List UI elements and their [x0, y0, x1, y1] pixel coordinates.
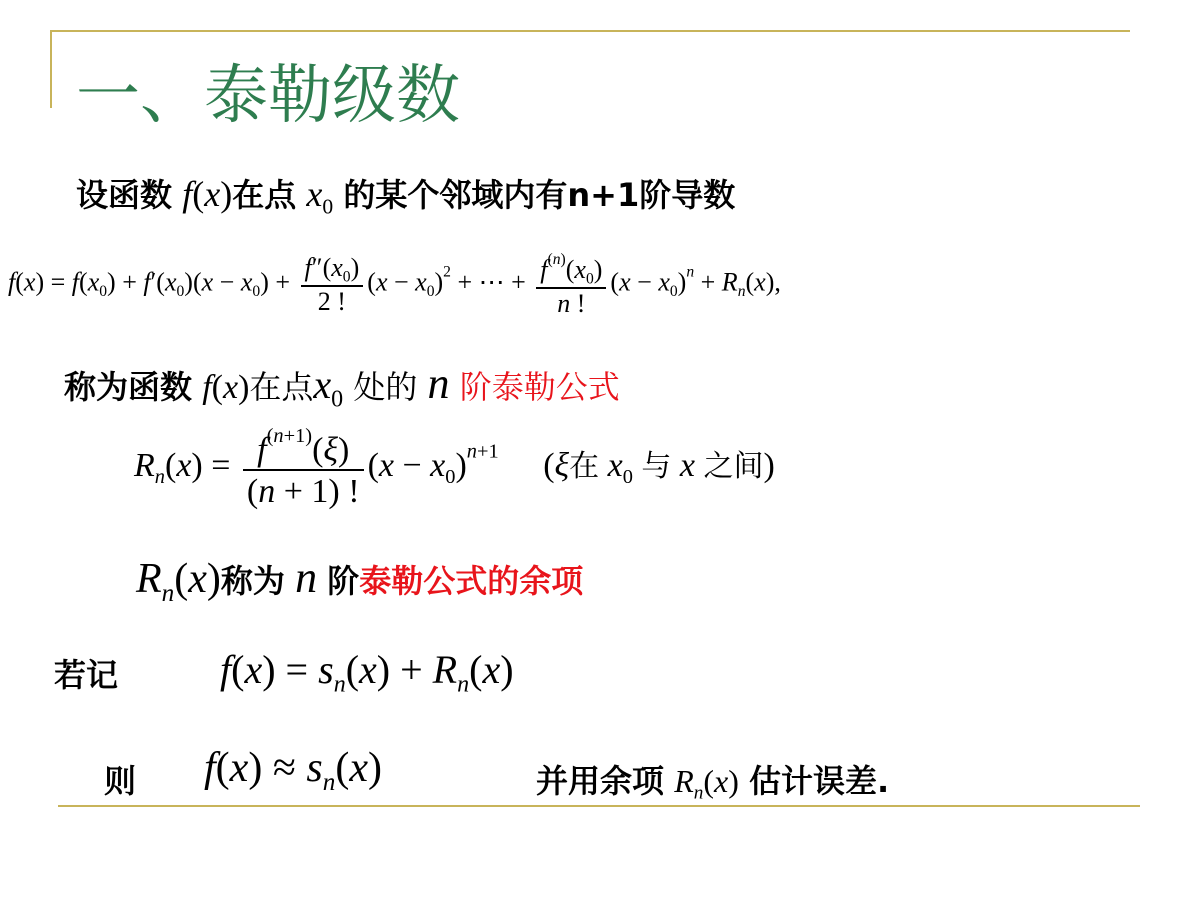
then-text2: 估计误差.: [749, 762, 890, 800]
frac-nth-derivative: $\frac{f^{(n)}(x_0)}{n !}$: [536, 252, 606, 317]
taylor-formula: $f(x) = f(x_0) + f'(x_0)(x - x_0)$ + $\frac{f''(x_0)}{2 !}$ $(x - x_0)^2$ + ⋯ + $\frac{f^{(n)}(x_0)}{n !}$ $(x - x_0)^n + R_n(x)$,: [8, 251, 781, 319]
remainder-n: n: [295, 553, 318, 602]
frac-remainder: $\frac{f^{(n+1)}(\xi)}{(n + 1) !}$: [243, 425, 364, 511]
intro-suffix: 的某个邻域内有: [343, 176, 568, 214]
then-text1: 并用余项: [536, 762, 665, 800]
intro-order: n+1: [567, 176, 640, 214]
page-title: 一、泰勒级数: [76, 59, 460, 133]
remainder-black: 阶: [327, 562, 360, 600]
remainder-prefix: 称为: [220, 562, 285, 600]
called-fx: f: [202, 369, 212, 406]
intro-suffix2: 阶导数: [639, 176, 736, 214]
called-n: n: [427, 359, 450, 408]
called-mid: 在点: [249, 368, 314, 406]
then-text: 并用余项 $R_n(x)$ 估计误差.: [536, 762, 890, 804]
called-line: 称为函数 f(x)在点$x_0$ 处的 n 阶泰勒公式: [64, 359, 620, 413]
called-mid2: 处的: [353, 368, 418, 406]
if-label: 若记: [54, 656, 119, 694]
called-red: 阶泰勒公式: [459, 368, 620, 406]
called-prefix: 称为函数: [64, 368, 193, 406]
then-rn: $R_n$: [674, 763, 704, 804]
remainder-rn: $R_n$: [136, 556, 175, 607]
left-rule: [50, 30, 52, 108]
intro-line: 设函数 f(x)在点 $x_0$ 的某个邻域内有n+1阶导数: [76, 174, 736, 219]
intro-prefix: 设函数: [76, 176, 173, 214]
top-rule: [50, 30, 1130, 32]
called-x0: $x_0$: [313, 362, 344, 413]
then-label: 则: [104, 762, 137, 800]
remainder-note: $R_n(x)$称为 n 阶泰勒公式的余项: [136, 553, 584, 607]
intro-x0: $x_0$: [306, 174, 334, 219]
intro-fx: f: [182, 174, 193, 214]
frac-second-derivative: $\frac{f''(x_0)}{2 !}$: [301, 255, 364, 315]
intro-mid: 在点: [232, 176, 297, 214]
remainder-red: 泰勒公式的余项: [359, 562, 584, 600]
bottom-rule: [58, 805, 1140, 807]
remainder-formula: $R_n(x)$ = $\frac{f^{(n+1)}(\xi)}{(n + 1) !}$ $(x - x_0)^{n+1}$ (ξ在 $x_0$ 与 x 之间): [134, 425, 775, 511]
then-formula: $f(x) \approx s_n(x)$: [204, 745, 382, 796]
if-formula: $f(x) = s_n(x) + R_n(x)$: [220, 647, 514, 698]
if-note: [54, 650, 118, 696]
